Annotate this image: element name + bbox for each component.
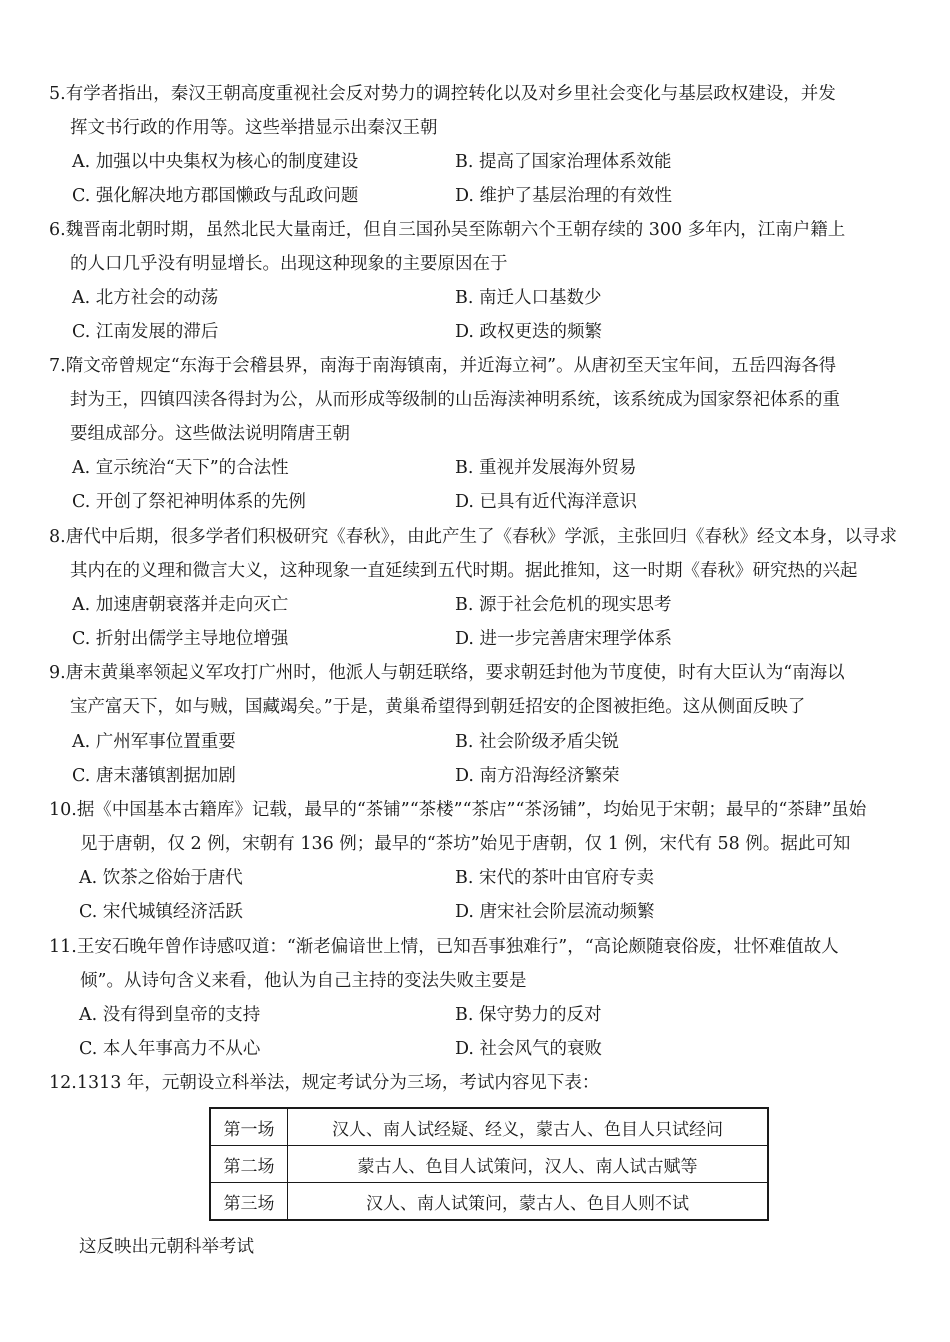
- question-stem-line: 8.唐代中后期，很多学者们积极研究《春秋》，由此产生了《春秋》学派，主张回归《春秋》经文本身，以寻求: [49, 527, 897, 547]
- option-b: B. 保守势力的反对: [455, 1005, 602, 1025]
- question-stem-line: 9.唐末黄巢率领起义军攻打广州时，他派人与朝廷联络，要求朝廷封他为节度使，时有大臣认为“南海以: [49, 663, 845, 683]
- question-stem-line: 要组成部分。这些做法说明隋唐王朝: [70, 424, 350, 444]
- option-a: A. 没有得到皇帝的支持: [79, 1005, 261, 1025]
- question-stem-line: 的人口几乎没有明显增长。出现这种现象的主要原因在于: [70, 254, 508, 274]
- option-b: B. 宋代的茶叶由官府专卖: [455, 868, 654, 888]
- option-a: A. 北方社会的动荡: [72, 288, 219, 308]
- option-b: B. 社会阶级矛盾尖锐: [455, 732, 619, 752]
- option-d: D. 政权更迭的频繁: [455, 322, 603, 342]
- option-c: C. 江南发展的滞后: [72, 322, 219, 342]
- exam-sessions-table: [209, 1107, 769, 1221]
- option-a: A. 加速唐朝衰落并走向灭亡: [72, 595, 289, 615]
- table-cell-session: 第一场: [210, 1108, 288, 1146]
- question-stem-line: 10.据《中国基本古籍库》记载，最早的“茶铺”“茶楼”“茶店”“茶汤铺”，均始见于宋朝；最早的“茶肆”虽始: [49, 800, 867, 820]
- option-c: C. 宋代城镇经济活跃: [79, 902, 243, 922]
- table-row: [210, 1146, 768, 1183]
- option-b: B. 南迁人口基数少: [455, 288, 602, 308]
- question-stem-line: 挥文书行政的作用等。这些举措显示出秦汉王朝: [70, 118, 438, 138]
- question-stem-line: 11.王安石晚年曾作诗感叹道：“渐老偏谙世上情，已知吾事独难行”，“高论颇随衰俗废，壮怀难值故人: [49, 937, 839, 957]
- option-a: A. 加强以中央集权为核心的制度建设: [72, 152, 359, 172]
- question-stem-line: 其内在的义理和微言大义，这种现象一直延续到五代时期。据此推知，这一时期《春秋》研究热的兴起: [70, 561, 858, 581]
- option-c: C. 开创了祭祀神明体系的先例: [72, 492, 306, 512]
- option-b: B. 提高了国家治理体系效能: [455, 152, 672, 172]
- question-stem-line: 7.隋文帝曾规定“东海于会稽县界，南海于南海镇南，并近海立祠”。从唐初至天宝年间，五岳四海各得: [49, 356, 837, 376]
- question-stem-line: 5.有学者指出，秦汉王朝高度重视社会反对势力的调控转化以及对乡里社会变化与基层政权建设，并发: [49, 84, 836, 104]
- question-stem-line: 6.魏晋南北朝时期，虽然北民大量南迁，但自三国孙吴至陈朝六个王朝存续的 300 多年内，江南户籍上: [49, 220, 846, 240]
- option-b: B. 源于社会危机的现实思考: [455, 595, 672, 615]
- option-c: C. 折射出儒学主导地位增强: [72, 629, 289, 649]
- table-row: [210, 1183, 768, 1221]
- table-row: [210, 1108, 768, 1146]
- option-b: B. 重视并发展海外贸易: [455, 458, 637, 478]
- question-stem-line: 宝产富天下，如与贼，国藏竭矣。”于是，黄巢希望得到朝廷招安的企图被拒绝。这从侧面反映了: [70, 697, 806, 717]
- question-stem-line: 见于唐朝，仅 2 例，宋朝有 136 例；最早的“茶坊”始见于唐朝，仅 1 例，宋代有 58 例。据此可知: [80, 834, 851, 854]
- option-c: C. 强化解决地方郡国懒政与乱政问题: [72, 186, 359, 206]
- question-stem-line: 倾”。从诗句含义来看，他认为自己主持的变法失败主要是: [80, 971, 527, 991]
- option-c: C. 唐末藩镇割据加剧: [72, 766, 236, 786]
- option-d: D. 维护了基层治理的有效性: [455, 186, 673, 206]
- option-a: A. 宣示统治“天下”的合法性: [72, 458, 289, 478]
- option-c: C. 本人年事高力不从心: [79, 1039, 261, 1059]
- table-cell-session: 第二场: [210, 1146, 288, 1183]
- option-d: D. 唐宋社会阶层流动频繁: [455, 902, 655, 922]
- question-stem-line: 12.1313 年，元朝设立科举法，规定考试分为三场，考试内容见下表：: [49, 1073, 600, 1093]
- table-cell-session: 第三场: [210, 1183, 288, 1221]
- table-cell-content: 蒙古人、色目人试策问，汉人、南人试古赋等: [288, 1146, 769, 1183]
- table-cell-content: 汉人、南人试经疑、经义，蒙古人、色目人只试经问: [288, 1108, 769, 1146]
- question-stem-line: 封为王，四镇四渎各得封为公，从而形成等级制的山岳海渎神明系统，该系统成为国家祭祀体系的重: [70, 390, 840, 410]
- table-cell-content: 汉人、南人试策问，蒙古人、色目人则不试: [288, 1183, 769, 1221]
- option-d: D. 已具有近代海洋意识: [455, 492, 638, 512]
- option-a: A. 饮茶之俗始于唐代: [79, 868, 243, 888]
- option-d: D. 南方沿海经济繁荣: [455, 766, 620, 786]
- option-d: D. 进一步完善唐宋理学体系: [455, 629, 673, 649]
- question-12-followup: 这反映出元朝科举考试: [79, 1237, 254, 1257]
- option-a: A. 广州军事位置重要: [72, 732, 236, 752]
- option-d: D. 社会风气的衰败: [455, 1039, 603, 1059]
